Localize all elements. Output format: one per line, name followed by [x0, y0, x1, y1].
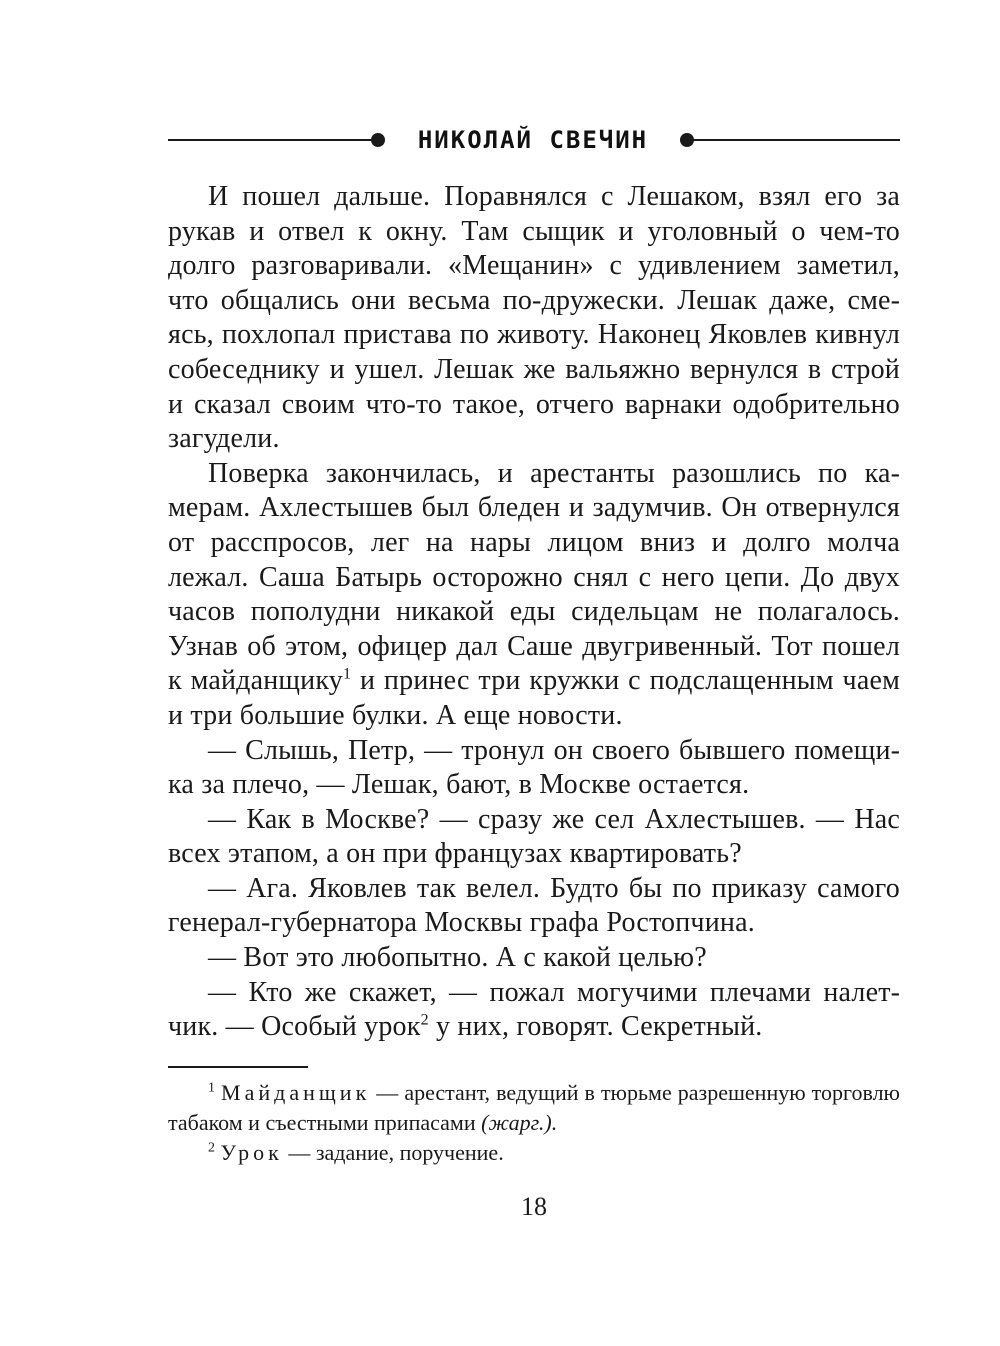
main-text — [168, 180, 900, 1045]
footnotes — [168, 1078, 900, 1168]
header-author-name: НИКОЛАЙ СВЕЧИН — [417, 126, 649, 154]
footnote — [168, 1078, 900, 1138]
header-rule-left — [168, 139, 373, 141]
footnote-term: Урок — [220, 1140, 283, 1165]
footnote-label: (жарг.). — [481, 1110, 558, 1135]
dialogue-line: — Ага. Яковлев так велел. Будто бы по приказу самого генерал-губернатора Москвы графа Ростопчина. — [168, 872, 900, 939]
footnote-term: Майданщик — [221, 1080, 371, 1105]
page-number: 18 — [521, 1192, 547, 1221]
paragraph: И пошел дальше. Поравнялся с Лешаком, взял его за рукав и отвел к окну. Там сыщик и уголовный о чем-то долго разговаривали. «Мещанин» с удивлением заметил, что общались они весьма по-дружески. Лешак даже, смеясь, похлопал пристава по животу. Наконец Яковлев кивнул собеседнику и ушел. Лешак же вальяжно вернулся в строй и сказал своим что-то такое, отчего варнаки одобрительно загудели. — [168, 181, 900, 455]
footnote-number: 2 — [208, 1140, 215, 1156]
footnote-mark: 2 — [420, 1011, 429, 1029]
running-header — [168, 120, 900, 160]
footnote-number: 1 — [208, 1080, 215, 1096]
dialogue-line: — Вот это любопытно. А с какой целью? — [208, 942, 707, 974]
paragraph: Поверка закончилась, и арестанты разошлись по камерам. Ахлестышев был бледен и задумчив. Он отвернулся от расспросов, лег на нары лицом вниз и долго молча лежал. Саша Батырь осторожно снял с него цепи. До двух часов пополудни никакой еды сидельцам не полагалось. Узнав об этом, офицер дал Саше двугривенный. Тот пошел к майданщику$^1$ и принес три кружки с подслащенным чаем и три большие булки. А еще новости. — [168, 457, 900, 731]
footnote-text: — арестант, ведущий в тюрьме разрешенную торговлю табаком и съестными припасами — [168, 1080, 900, 1135]
footnote-text: — задание, поручение. — [288, 1140, 504, 1165]
dialogue-line: — Как в Москве? — сразу же сел Ахлестышев. — Нас всех этапом, а он при французах квартировать? — [168, 803, 900, 870]
footnote-separator — [168, 1066, 308, 1068]
header-dot-left — [371, 133, 385, 147]
footnote-mark: 1 — [342, 665, 352, 683]
header-rule-right — [691, 139, 900, 141]
dialogue-line: — Кто же скажет, — пожал могучими плечами налетчик. — Особый урок$^2$ у них, говорят. Секретный. — [168, 976, 900, 1043]
footnote — [168, 1138, 900, 1168]
dialogue-line: — Слышь, Петр, — тронул он своего бывшего помещика за плечо, — Лешак, бают, в Москве остается. — [168, 734, 900, 801]
